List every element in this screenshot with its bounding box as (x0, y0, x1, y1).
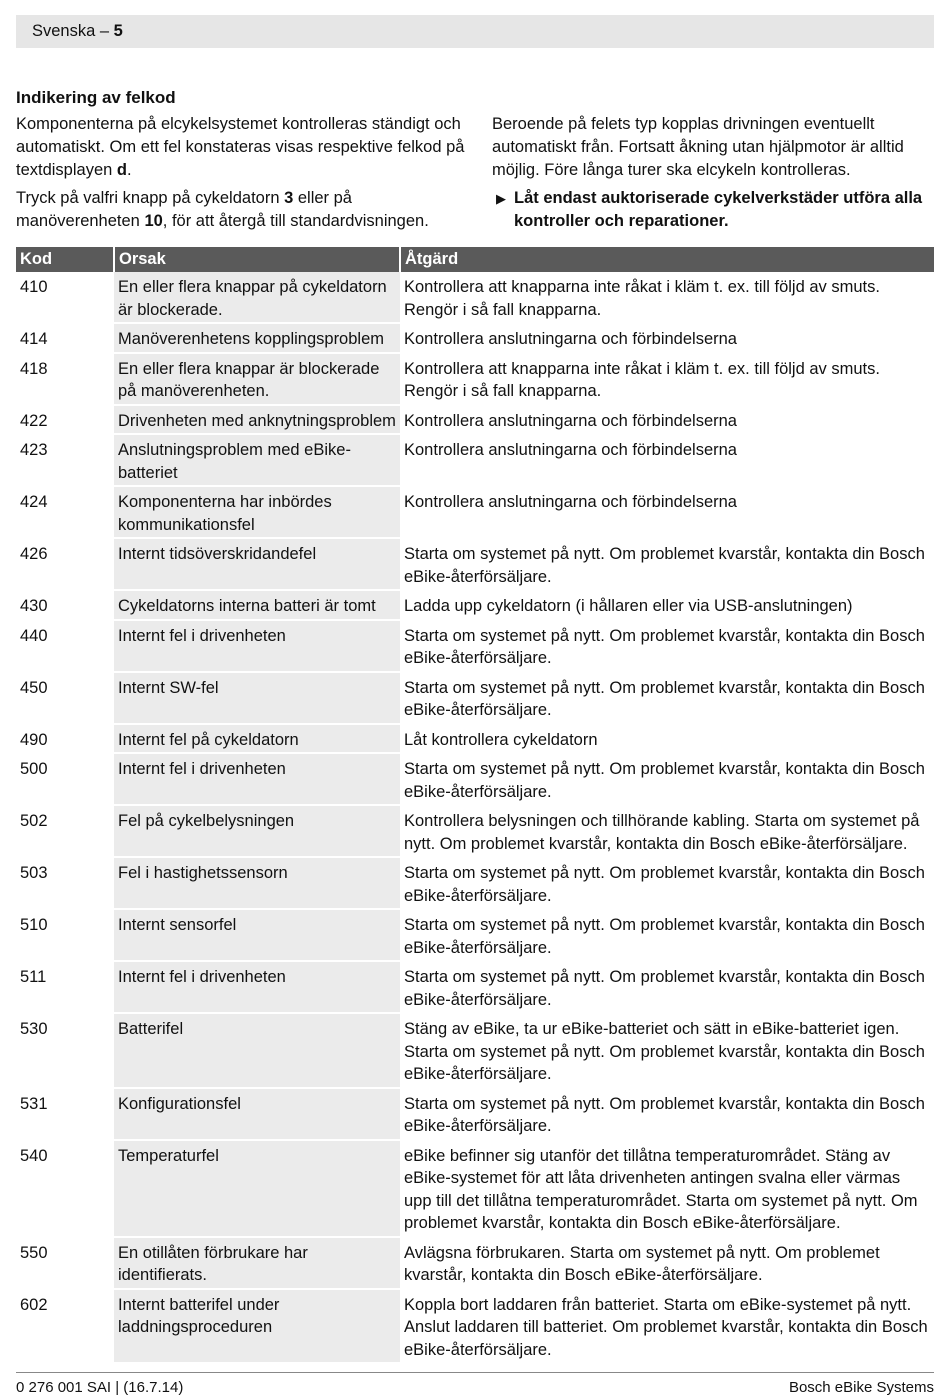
action-cell: Kontrollera anslutningarna och förbindelserna (400, 486, 934, 538)
error-code-cell: 450 (16, 672, 114, 724)
cause-cell: Anslutningsproblem med eBike-batteriet (114, 434, 400, 486)
error-code-cell: 418 (16, 353, 114, 405)
action-cell: Stäng av eBike, ta ur eBike-batteriet och sätt in eBike-batteriet igen. Starta om systemet på nytt. Om problemet kvarstår, kontakta din Bosch eBike-återförsäljare. (400, 1013, 934, 1088)
cause-cell: Internt SW-fel (114, 672, 400, 724)
error-code-cell: 414 (16, 323, 114, 353)
section-heading: Indikering av felkod (16, 88, 176, 107)
cause-cell: Internt fel i drivenheten (114, 961, 400, 1013)
page-header (16, 15, 934, 48)
intro-right-column (492, 113, 937, 233)
cause-cell: En eller flera knappar på cykeldatorn är blockerade. (114, 272, 400, 323)
error-code-table (16, 247, 934, 1364)
warning-bullet-text: Låt endast auktoriserade cykelverkstäder utföra alla kontroller och reparationer. (514, 189, 923, 230)
cause-cell: Konfigurationsfel (114, 1088, 400, 1140)
table-row (16, 1237, 934, 1289)
header-language: Svenska – (32, 22, 114, 40)
cause-cell: Batterifel (114, 1013, 400, 1088)
table-row (16, 620, 934, 672)
error-code-cell: 503 (16, 857, 114, 909)
action-cell: Kontrollera anslutningarna och förbindelserna (400, 405, 934, 435)
error-code-cell: 502 (16, 805, 114, 857)
cause-cell: En eller flera knappar är blockerade på manöverenheten. (114, 353, 400, 405)
action-cell: Starta om systemet på nytt. Om problemet kvarstår, kontakta din Bosch eBike-återförsäljare. (400, 538, 934, 590)
error-code-cell: 531 (16, 1088, 114, 1140)
action-cell: Starta om systemet på nytt. Om problemet kvarstår, kontakta din Bosch eBike-återförsäljare. (400, 753, 934, 805)
page-number: 5 (113, 22, 123, 40)
table-row (16, 590, 934, 620)
table-header-row (16, 247, 934, 272)
action-cell: Kontrollera belysningen och tillhörande kabling. Starta om systemet på nytt. Om problemet kvarstår, kontakta din Bosch eBike-återförsäljare. (400, 805, 934, 857)
action-cell: eBike befinner sig utanför det tillåtna temperaturområdet. Stäng av eBike-systemet för att låta drivenheten antingen svalna eller värmas upp till det tillåtna temperaturområdet. Starta om systemet på nytt. Om problemet kvarstår, kontakta din Bosch eBike-återförsäljare. (400, 1140, 934, 1237)
cause-cell: Internt fel i drivenheten (114, 753, 400, 805)
error-code-cell: 422 (16, 405, 114, 435)
error-code-cell: 426 (16, 538, 114, 590)
cause-cell: Cykeldatorns interna batteri är tomt (114, 590, 400, 620)
action-cell: Låt kontrollera cykeldatorn (400, 724, 934, 754)
table-row (16, 753, 934, 805)
column-header-action: Åtgärd (400, 247, 934, 272)
action-cell: Ladda upp cykeldatorn (i hållaren eller via USB-anslutningen) (400, 590, 934, 620)
intro-paragraph-1: Komponenterna på elcykelsystemet kontrolleras ständigt och automatiskt. Om ett fel konstateras visas respektive felkod på textdisplayen d. (16, 115, 465, 179)
footer-company: Bosch eBike Systems (788, 1379, 934, 1396)
action-cell: Avlägsna förbrukaren. Starta om systemet på nytt. Om problemet kvarstår, kontakta din Bosch eBike-återförsäljare. (400, 1237, 934, 1289)
cause-cell: Internt batterifel under laddningsproceduren (114, 1289, 400, 1364)
triangle-bullet-icon: ▶ (496, 191, 506, 206)
action-cell: Kontrollera att knapparna inte råkat i kläm t. ex. till följd av smuts. Rengör i så fall knapparna. (400, 353, 934, 405)
table-row (16, 538, 934, 590)
table-row (16, 434, 934, 486)
error-code-cell: 511 (16, 961, 114, 1013)
table-row (16, 353, 934, 405)
intro-left-column (16, 86, 466, 238)
cause-cell: Manöverenhetens kopplingsproblem (114, 323, 400, 353)
error-code-cell: 500 (16, 753, 114, 805)
column-header-code: Kod (16, 247, 114, 272)
cause-cell: Internt fel i drivenheten (114, 620, 400, 672)
footer-document-number: 0 276 001 SAI | (16.7.14) (16, 1379, 184, 1396)
action-cell: Kontrollera anslutningarna och förbindelserna (400, 434, 934, 486)
action-cell: Starta om systemet på nytt. Om problemet kvarstår, kontakta din Bosch eBike-återförsäljare. (400, 909, 934, 961)
error-code-cell: 550 (16, 1237, 114, 1289)
warning-bullet (492, 187, 937, 233)
cause-cell: Internt sensorfel (114, 909, 400, 961)
cause-cell: Internt fel på cykeldatorn (114, 724, 400, 754)
table-row (16, 857, 934, 909)
error-code-cell: 510 (16, 909, 114, 961)
cause-cell: Fel på cykelbelysningen (114, 805, 400, 857)
table-row (16, 486, 934, 538)
table-row (16, 1088, 934, 1140)
table-row (16, 961, 934, 1013)
table-row (16, 672, 934, 724)
action-cell: Starta om systemet på nytt. Om problemet kvarstår, kontakta din Bosch eBike-återförsäljare. (400, 1088, 934, 1140)
cause-cell: Drivenheten med anknytningsproblem (114, 405, 400, 435)
table-row (16, 1289, 934, 1364)
action-cell: Starta om systemet på nytt. Om problemet kvarstår, kontakta din Bosch eBike-återförsäljare. (400, 672, 934, 724)
error-code-cell: 440 (16, 620, 114, 672)
error-code-cell: 423 (16, 434, 114, 486)
cause-cell: En otillåten förbrukare har identifierats. (114, 1237, 400, 1289)
action-cell: Koppla bort laddaren från batteriet. Starta om eBike-systemet på nytt. Anslut laddaren till batteriet. Om problemet kvarstår, kontakta din Bosch eBike-återförsäljare. (400, 1289, 934, 1364)
error-code-cell: 424 (16, 486, 114, 538)
intro-paragraph-3: Beroende på felets typ kopplas drivningen eventuellt automatiskt från. Fortsatt åkning utan hjälpmotor är alltid möjlig. Före långa turer ska elcykeln kontrolleras. (492, 115, 904, 179)
action-cell: Kontrollera anslutningarna och förbindelserna (400, 323, 934, 353)
error-code-cell: 430 (16, 590, 114, 620)
error-code-cell: 530 (16, 1013, 114, 1088)
error-code-cell: 602 (16, 1289, 114, 1364)
column-header-cause: Orsak (114, 247, 400, 272)
cause-cell: Temperaturfel (114, 1140, 400, 1237)
cause-cell: Internt tidsöverskridandefel (114, 538, 400, 590)
table-row (16, 272, 934, 323)
error-code-cell: 410 (16, 272, 114, 323)
table-row (16, 909, 934, 961)
table-row (16, 323, 934, 353)
table-row (16, 405, 934, 435)
error-code-cell: 540 (16, 1140, 114, 1237)
action-cell: Starta om systemet på nytt. Om problemet kvarstår, kontakta din Bosch eBike-återförsäljare. (400, 961, 934, 1013)
error-code-cell: 490 (16, 724, 114, 754)
table-row (16, 1140, 934, 1237)
action-cell: Kontrollera att knapparna inte råkat i kläm t. ex. till följd av smuts. Rengör i så fall knapparna. (400, 272, 934, 323)
table-row (16, 1013, 934, 1088)
action-cell: Starta om systemet på nytt. Om problemet kvarstår, kontakta din Bosch eBike-återförsäljare. (400, 857, 934, 909)
cause-cell: Komponenterna har inbördes kommunikationsfel (114, 486, 400, 538)
cause-cell: Fel i hastighetssensorn (114, 857, 400, 909)
action-cell: Starta om systemet på nytt. Om problemet kvarstår, kontakta din Bosch eBike-återförsäljare. (400, 620, 934, 672)
intro-paragraph-2: Tryck på valfri knapp på cykeldatorn 3 eller på manöverenheten 10, för att återgå till standardvisningen. (16, 189, 429, 230)
table-row (16, 805, 934, 857)
footer-divider (16, 1372, 934, 1373)
table-row (16, 724, 934, 754)
